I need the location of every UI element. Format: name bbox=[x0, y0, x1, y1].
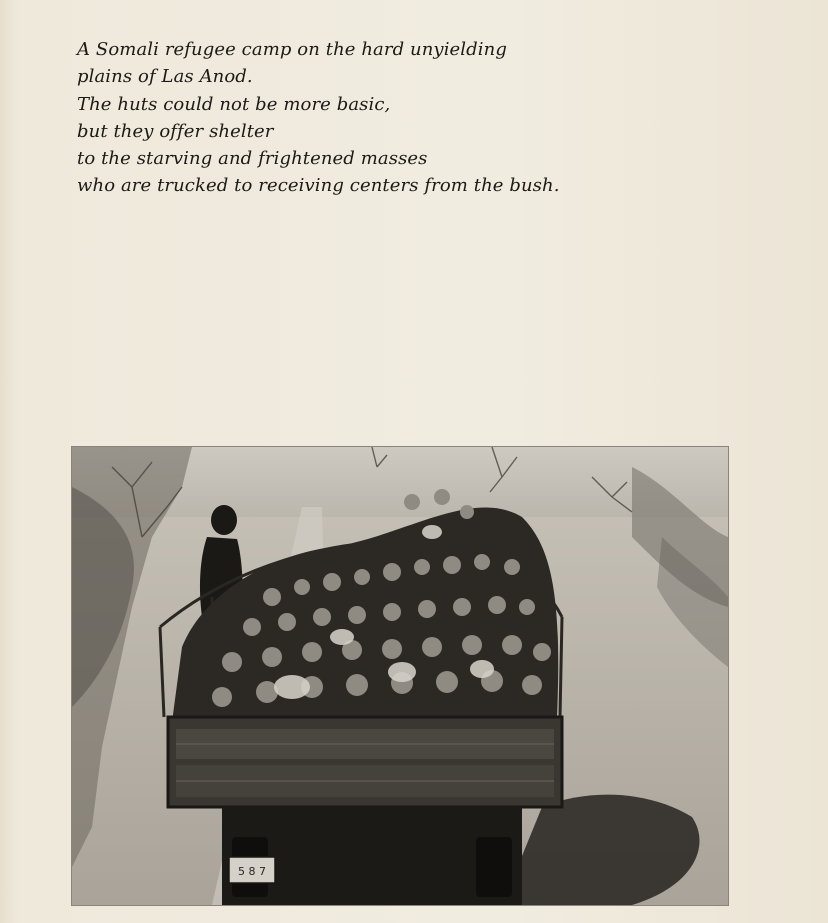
caption-line: to the starving and frightened masses bbox=[77, 148, 428, 170]
license-plate-number: 5 8 7 bbox=[238, 865, 266, 878]
photo-caption bbox=[77, 36, 637, 200]
caption-line: The huts could not be more basic, bbox=[77, 93, 391, 115]
refugee-truck-photo bbox=[72, 447, 728, 905]
caption-line: plains of Las Anod. bbox=[77, 66, 253, 88]
photo-illustration bbox=[72, 447, 728, 905]
caption-line: A Somali refugee camp on the hard unyielding bbox=[77, 39, 507, 60]
right-wheel bbox=[476, 837, 512, 897]
caption-line: but they offer shelter bbox=[77, 120, 274, 142]
caption-line: who are trucked to receiving centers from the bush. bbox=[77, 175, 560, 197]
